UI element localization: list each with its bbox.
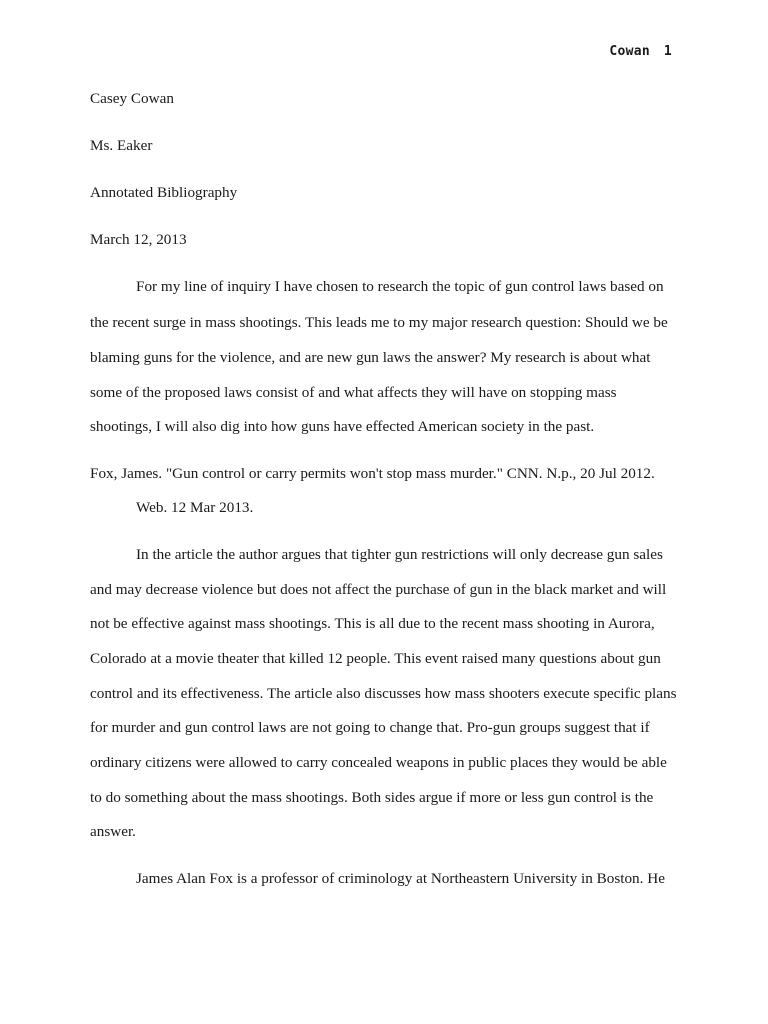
instructor-name: Ms. Eaker [90,137,153,154]
document-date: March 12, 2013 [90,231,187,248]
intro-line: the recent surge in mass shootings. This leads me to my major research question: Should we be [90,314,668,331]
summary-line: answer. [90,823,136,840]
author-note-line: James Alan Fox is a professor of criminology at Northeastern University in Boston. He [136,870,665,887]
intro-line: blaming guns for the violence, and are new gun laws the answer? My research is about what [90,349,651,366]
intro-line: For my line of inquiry I have chosen to research the topic of gun control laws based on [136,278,664,295]
intro-line: some of the proposed laws consist of and what affects they will have on stopping mass [90,384,617,401]
citation-line: Fox, James. "Gun control or carry permits won't stop mass murder." CNN. N.p., 20 Jul 2012. [90,465,655,482]
summary-line: Colorado at a movie theater that killed 12 people. This event raised many questions about gun [90,650,661,667]
summary-line: In the article the author argues that tighter gun restrictions will only decrease gun sales [136,546,663,563]
intro-line: shootings, I will also dig into how guns have effected American society in the past. [90,418,595,435]
summary-line: ordinary citizens were allowed to carry concealed weapons in public places they would be able [90,754,667,771]
citation-line: Web. 12 Mar 2013. [136,499,254,516]
running-header [609,44,672,60]
summary-line: control and its effectiveness. The article also discusses how mass shooters execute specific plans [90,685,677,702]
header-surname: Cowan [609,44,651,59]
course-title: Annotated Bibliography [90,184,238,201]
student-name: Casey Cowan [90,90,174,107]
summary-line: not be effective against mass shootings. This is all due to the recent mass shooting in Aurora, [90,615,655,632]
summary-line: and may decrease violence but does not affect the purchase of gun in the black market and will [90,581,667,598]
summary-line: for murder and gun control laws are not going to change that. Pro-gun groups suggest that if [90,719,650,736]
page-number: 1 [663,44,672,59]
summary-line: to do something about the mass shootings. Both sides argue if more or less gun control is the [90,789,654,806]
